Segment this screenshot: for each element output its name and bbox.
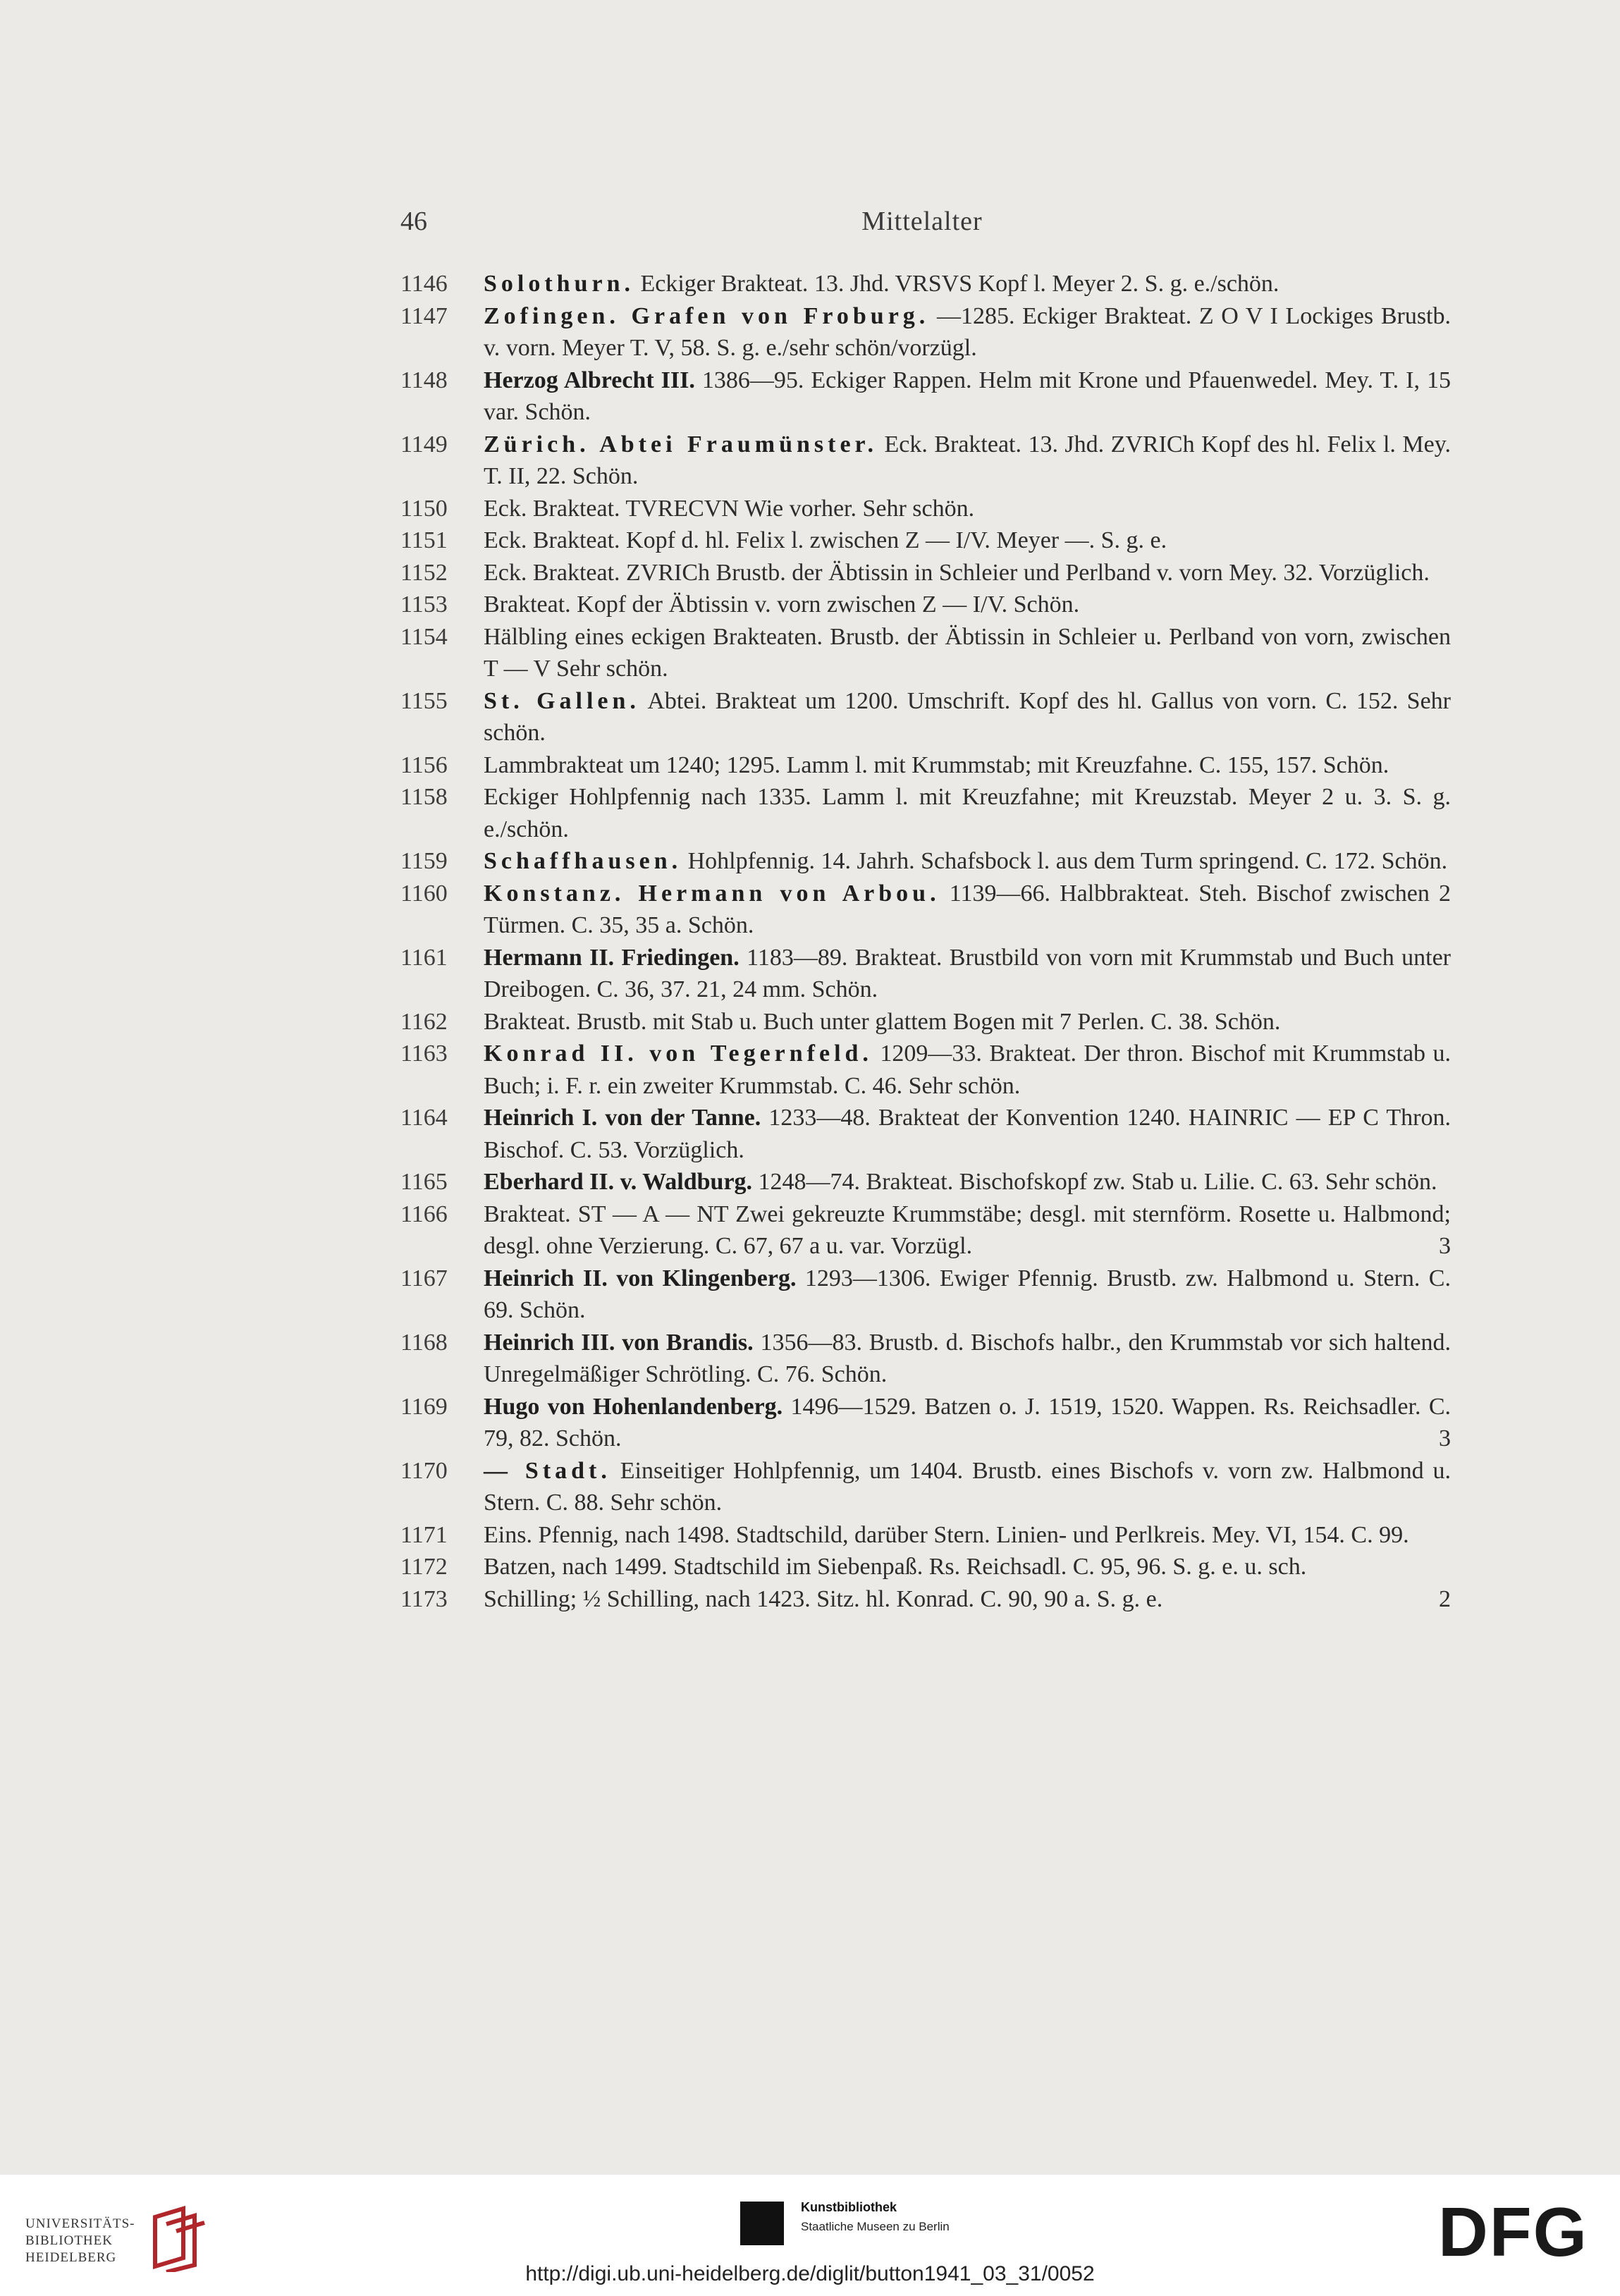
entry-body xyxy=(484,749,1451,782)
entry-number: 1168 xyxy=(400,1329,448,1356)
entry-body xyxy=(484,1583,1451,1616)
entry-number: 1173 xyxy=(400,1585,448,1612)
catalog-entry xyxy=(400,1583,1451,1616)
catalog-entry xyxy=(400,268,1451,300)
entry-description: Abtei. Brakteat um 1200. Umschrift. Kopf des hl. Gallus von vorn. C. 152. Sehr schön. xyxy=(484,687,1451,746)
catalog-entry xyxy=(400,1198,1451,1263)
entry-number: 1167 xyxy=(400,1265,448,1291)
entry-description: 1386—95. Eckiger Rappen. Helm mit Krone und Pfauenwedel. Mey. T. I, 15 var. Schön. xyxy=(484,367,1451,425)
catalog-entry xyxy=(400,1455,1451,1519)
entry-number: 1159 xyxy=(400,848,448,874)
entry-body xyxy=(484,942,1451,1006)
entry-heading: Konrad II. von Tegernfeld. xyxy=(484,1040,873,1067)
entry-description: Eckiger Brakteat. 13. Jhd. VRSVS Kopf l. Meyer 2. S. g. e./schön. xyxy=(634,271,1280,297)
catalog-entry xyxy=(400,1551,1451,1583)
entry-heading: Konstanz. Hermann von Arbou. xyxy=(484,880,940,907)
entry-body xyxy=(484,878,1451,942)
entry-number: 1153 xyxy=(400,591,448,618)
catalog-entry xyxy=(400,878,1451,942)
entry-heading: Heinrich I. von der Tanne. xyxy=(484,1105,761,1131)
entry-quantity: 2 xyxy=(1439,1585,1451,1612)
running-head: Mittelalter xyxy=(861,207,983,236)
entry-heading: Schaffhausen. xyxy=(484,848,682,874)
entry-description: Eins. Pfennig, nach 1498. Stadtschild, darüber Stern. Linien- und Perlkreis. Mey. VI, 154. C. 99. xyxy=(484,1521,1409,1548)
entry-body xyxy=(484,493,1451,525)
kunstbibliothek-subtitle: Staatliche Museen zu Berlin xyxy=(801,2220,950,2233)
entry-number: 1160 xyxy=(400,880,448,907)
entry-description: Batzen, nach 1499. Stadtschild im Siebenpaß. Rs. Reichsadl. C. 95, 96. S. g. e. u. sch. xyxy=(484,1554,1307,1580)
catalog-entry xyxy=(400,1327,1451,1391)
entry-number: 1163 xyxy=(400,1040,448,1067)
entry-heading: Herzog Albrecht III. xyxy=(484,367,695,393)
entry-body xyxy=(484,1198,1451,1263)
catalog-entry xyxy=(400,429,1451,493)
catalog-entry xyxy=(400,781,1451,845)
catalog-entry xyxy=(400,1519,1451,1552)
entry-number: 1154 xyxy=(400,623,448,650)
entry-number: 1171 xyxy=(400,1521,448,1548)
entry-heading: Eberhard II. v. Waldburg. xyxy=(484,1169,753,1195)
entry-heading: Hugo von Hohenlandenberg. xyxy=(484,1393,783,1420)
catalog-entry xyxy=(400,942,1451,1006)
entry-number: 1156 xyxy=(400,751,448,778)
catalog-entry xyxy=(400,493,1451,525)
entry-number: 1155 xyxy=(400,687,448,714)
entry-description: 1248—74. Brakteat. Bischofskopf zw. Stab u. Lilie. C. 63. Sehr schön. xyxy=(752,1169,1437,1195)
entry-heading: Solothurn. xyxy=(484,271,634,297)
entry-description: Eck. Brakteat. 13. Jhd. ZVRICh Kopf des hl. Felix l. Mey. T. II, 22. Schön. xyxy=(484,431,1452,489)
entry-description: 1233—48. Brakteat der Konvention 1240. HAINRIC — EP C Thron. Bischof. C. 53. Vorzüglich. xyxy=(484,1105,1451,1163)
entry-description: Einseitiger Hohlpfennig, um 1404. Brustb. eines Bischofs v. vorn zw. Halbmond u. Stern. C. 88. Sehr schön. xyxy=(484,1457,1451,1516)
entry-body xyxy=(484,1455,1451,1519)
entry-description: Schilling; ½ Schilling, nach 1423. Sitz. hl. Konrad. C. 90, 90 a. S. g. e. xyxy=(484,1585,1163,1612)
entry-description: 1209—33. Brakteat. Der thron. Bischof mit Krummstab u. Buch; i. F. r. ein zweiter Krummstab. C. 46. Sehr schön. xyxy=(484,1040,1451,1099)
entry-heading: Hermann II. Friedingen. xyxy=(484,944,740,971)
catalog-entry xyxy=(400,557,1451,589)
entry-description: 1293—1306. Ewiger Pfennig. Brustb. zw. Halbmond u. Stern. C. 69. Schön. xyxy=(484,1265,1451,1323)
entry-heading: St. Gallen. xyxy=(484,687,640,714)
kunstbibliothek-square-icon xyxy=(740,2202,784,2245)
entry-number: 1148 xyxy=(400,367,448,393)
entry-body xyxy=(484,1263,1451,1327)
entry-body xyxy=(484,364,1451,429)
entry-description: —1285. Eckiger Brakteat. Z O V I Lockiges Brustb. v. vorn. Meyer T. V, 58. S. g. e./sehr schön/vorzügl. xyxy=(484,302,1451,361)
entry-body xyxy=(484,300,1451,364)
catalog-entry xyxy=(400,1102,1451,1166)
entry-number: 1172 xyxy=(400,1554,448,1580)
entry-description: Lammbrakteat um 1240; 1295. Lamm l. mit Krummstab; mit Kreuzfahne. C. 155, 157. Schön. xyxy=(484,751,1389,778)
entry-body xyxy=(484,268,1451,300)
entry-description: 1183—89. Brakteat. Brustbild von vorn mit Krummstab und Buch unter Dreibogen. C. 36, 37. 21, 24 mm. Schön. xyxy=(484,944,1451,1002)
entry-body xyxy=(484,429,1451,493)
entry-number: 1166 xyxy=(400,1201,448,1227)
entry-description: 1356—83. Brustb. d. Bischofs halbr., den Krummstab vor sich haltend. Unregelmäßiger Schrötling. C. 76. Schön. xyxy=(484,1329,1451,1387)
entry-quantity: 3 xyxy=(1439,1233,1451,1259)
catalog-entry xyxy=(400,300,1451,364)
entry-body xyxy=(484,589,1451,621)
entry-number: 1149 xyxy=(400,431,448,458)
entry-body xyxy=(484,1038,1451,1102)
entry-number: 1161 xyxy=(400,944,448,971)
entry-heading: — Stadt. xyxy=(484,1457,611,1484)
entry-description: 1496—1529. Batzen o. J. 1519, 1520. Wappen. Rs. Reichsadler. C. 79, 82. Schön. xyxy=(484,1393,1451,1451)
catalog-entry xyxy=(400,1391,1451,1455)
entry-body xyxy=(484,1551,1451,1583)
catalog-entry xyxy=(400,589,1451,621)
catalog-entry xyxy=(400,749,1451,782)
entry-heading: Heinrich II. von Klingenberg. xyxy=(484,1265,797,1291)
entry-body xyxy=(484,781,1451,845)
entry-description: Eck. Brakteat. ZVRICh Brustb. der Äbtissin in Schleier und Perlband v. vorn Mey. 32. Vorzüglich. xyxy=(484,559,1430,586)
entry-heading: Zürich. Abtei Fraumünster. xyxy=(484,431,878,458)
entry-body xyxy=(484,845,1451,878)
page-header xyxy=(400,206,1444,248)
entry-number: 1147 xyxy=(400,302,448,329)
entry-body xyxy=(484,524,1451,557)
entry-number: 1151 xyxy=(400,527,448,553)
entry-body xyxy=(484,685,1451,749)
entry-description: 1139—66. Halbbrakteat. Steh. Bischof zwischen 2 Türmen. C. 35, 35 a. Schön. xyxy=(484,880,1451,938)
entry-body xyxy=(484,1166,1451,1198)
kunstbibliothek-title: Kunstbibliothek xyxy=(801,2200,897,2214)
catalog-entry xyxy=(400,1263,1451,1327)
entry-body xyxy=(484,1102,1451,1166)
entry-description: Hohlpfennig. 14. Jahrh. Schafsbock l. aus dem Turm springend. C. 172. Schön. xyxy=(682,848,1448,874)
entry-number: 1150 xyxy=(400,495,448,522)
entry-number: 1169 xyxy=(400,1393,448,1420)
catalog-entry xyxy=(400,364,1451,429)
entry-number: 1152 xyxy=(400,559,448,586)
entry-description: Brakteat. Kopf der Äbtissin v. vorn zwischen Z — I/V. Schön. xyxy=(484,591,1080,618)
catalog-entry xyxy=(400,1166,1451,1198)
catalog-entry xyxy=(400,621,1451,685)
entry-body xyxy=(484,1519,1451,1552)
entry-quantity: 3 xyxy=(1439,1425,1451,1451)
entry-description: Hälbling eines eckigen Brakteaten. Brustb. der Äbtissin in Schleier u. Perlband von vorn, zwischen T — V Sehr schön. xyxy=(484,623,1451,682)
entry-number: 1162 xyxy=(400,1008,448,1035)
catalog-entry xyxy=(400,1038,1451,1102)
entry-number: 1158 xyxy=(400,784,448,810)
page-number: 46 xyxy=(400,207,427,236)
entry-number: 1164 xyxy=(400,1105,448,1131)
kunstbibliothek-logo[interactable] xyxy=(740,2200,994,2257)
permalink-url[interactable]: http://digi.ub.uni-heidelberg.de/diglit/button1941_03_31/0052 xyxy=(525,2262,1095,2285)
university-library-name: UNIVERSITÄTS- BIBLIOTHEK HEIDELBERG xyxy=(25,2216,135,2265)
dfg-logo[interactable]: DFG xyxy=(1438,2193,1588,2271)
entry-body xyxy=(484,1391,1451,1455)
catalog-entry xyxy=(400,685,1451,749)
entry-body xyxy=(484,557,1451,589)
entry-description: Brakteat. Brustb. mit Stab u. Buch unter glattem Bogen mit 7 Perlen. C. 38. Schön. xyxy=(484,1008,1281,1035)
entry-description: Eckiger Hohlpfennig nach 1335. Lamm l. mit Kreuzfahne; mit Kreuzstab. Meyer 2 u. 3. S. g. e./schön. xyxy=(484,784,1451,842)
entry-number: 1165 xyxy=(400,1169,448,1195)
catalog-entry xyxy=(400,524,1451,557)
entry-description: Eck. Brakteat. Kopf d. hl. Felix l. zwischen Z — I/V. Meyer —. S. g. e. xyxy=(484,527,1167,553)
entry-heading: Heinrich III. von Brandis. xyxy=(484,1329,754,1356)
entry-number: 1146 xyxy=(400,271,448,297)
entry-description: Eck. Brakteat. TVRECVN Wie vorher. Sehr schön. xyxy=(484,495,975,522)
catalog-entries xyxy=(400,268,1451,1615)
footer-bar xyxy=(0,2175,1620,2296)
catalog-entry xyxy=(400,1006,1451,1038)
entry-body xyxy=(484,1327,1451,1391)
entry-body xyxy=(484,1006,1451,1038)
entry-body xyxy=(484,621,1451,685)
entry-heading: Zofingen. Grafen von Froburg. xyxy=(484,302,930,329)
entry-number: 1170 xyxy=(400,1457,448,1484)
entry-description: Brakteat. ST — A — NT Zwei gekreuzte Krummstäbe; desgl. mit sternförm. Rosette u. Halbmond; desgl. ohne Verzierung. C. 67, 67 a u. var. Vorzügl. xyxy=(484,1201,1451,1259)
catalog-entry xyxy=(400,845,1451,878)
